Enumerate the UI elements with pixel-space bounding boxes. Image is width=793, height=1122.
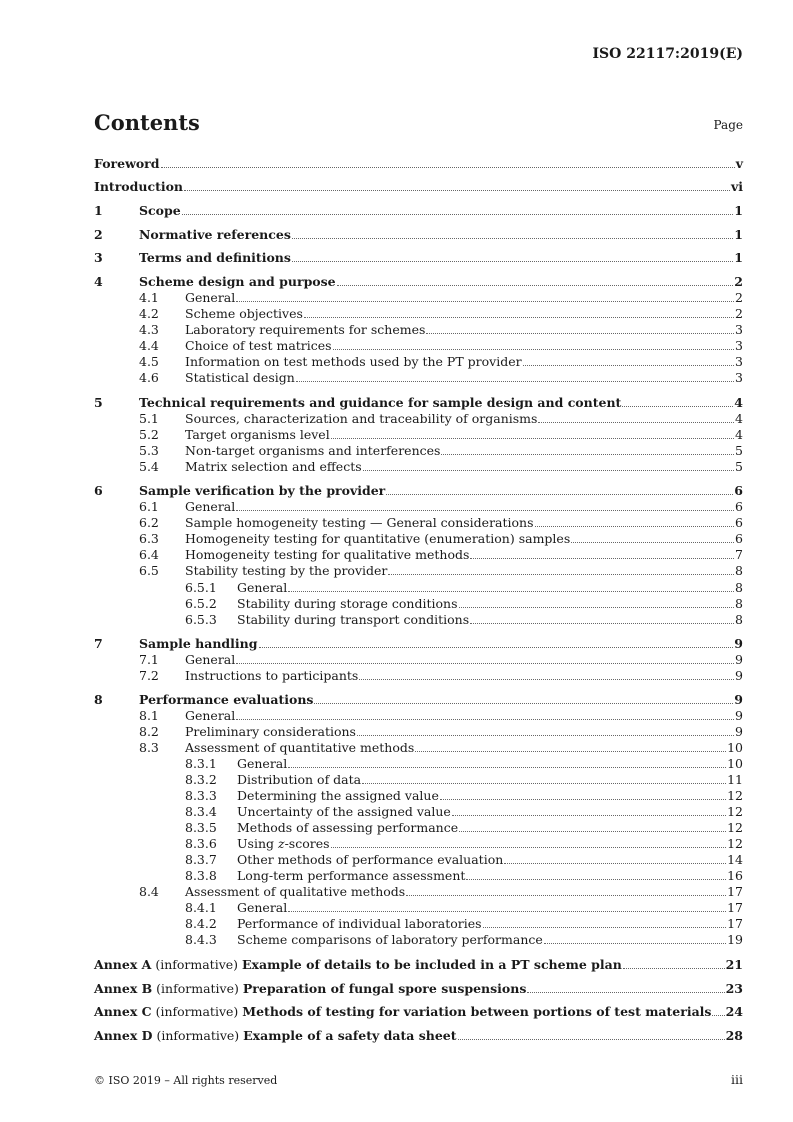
annex-title: Example of a safety data sheet bbox=[243, 1028, 457, 1043]
leader-dots bbox=[363, 470, 734, 471]
toc-number: 4.5 bbox=[139, 354, 159, 369]
toc-page: 12 bbox=[727, 836, 743, 851]
toc-page: 16 bbox=[727, 868, 743, 883]
toc-page: 6 bbox=[735, 531, 743, 546]
toc-page: 9 bbox=[735, 708, 743, 723]
toc-number: 5.3 bbox=[139, 443, 159, 458]
toc-number: 6.3 bbox=[139, 531, 159, 546]
toc-page: 6 bbox=[735, 499, 743, 514]
toc-entry-5-3[interactable] bbox=[94, 443, 743, 459]
toc-number: 4.2 bbox=[139, 306, 159, 321]
toc-page: 9 bbox=[735, 652, 743, 667]
toc-page: 2 bbox=[735, 290, 743, 305]
leader-dots bbox=[292, 238, 733, 239]
toc-entry-6-3[interactable] bbox=[94, 531, 743, 547]
toc-number: 8.3.1 bbox=[185, 756, 217, 771]
annex-title: Example of details to be included in a PT scheme plan bbox=[242, 957, 622, 972]
toc-number: 8.3.2 bbox=[185, 772, 217, 787]
toc-number: 3 bbox=[94, 250, 103, 265]
toc-entry-3[interactable] bbox=[94, 250, 743, 266]
leader-dots bbox=[504, 863, 726, 864]
toc-entry-4-4[interactable] bbox=[94, 338, 743, 354]
toc-page: 3 bbox=[735, 338, 743, 353]
toc-number: 4.6 bbox=[139, 370, 159, 385]
toc-page: 2 bbox=[734, 274, 743, 289]
toc-title: Long-term performance assessment bbox=[237, 868, 466, 883]
page-number: iii bbox=[731, 1072, 743, 1087]
toc-title: Assessment of quantitative methods bbox=[185, 740, 415, 755]
leader-dots bbox=[441, 454, 734, 455]
leader-dots bbox=[535, 526, 735, 527]
toc-page: 5 bbox=[735, 459, 743, 474]
toc-title: Instructions to participants bbox=[185, 668, 359, 683]
toc-entry-8-3[interactable] bbox=[94, 740, 743, 756]
leader-dots bbox=[544, 943, 726, 944]
toc-title: Normative references bbox=[139, 227, 291, 242]
leader-dots bbox=[314, 703, 733, 704]
annex-title: Methods of testing for variation between portions of test materials bbox=[242, 1004, 712, 1019]
toc-number: 8.4.3 bbox=[185, 932, 217, 947]
toc-number: 8.3.6 bbox=[185, 836, 217, 851]
leader-dots bbox=[523, 365, 734, 366]
toc-title: Scope bbox=[139, 203, 181, 218]
toc-page: 24 bbox=[725, 1004, 743, 1019]
copyright-notice: © ISO 2019 – All rights reserved bbox=[94, 1074, 278, 1087]
leader-dots bbox=[470, 558, 734, 559]
toc-entry-8-2[interactable] bbox=[94, 724, 743, 740]
toc-entry-8-3-8[interactable] bbox=[94, 868, 743, 884]
toc-page: 8 bbox=[735, 580, 743, 595]
toc-number: 4 bbox=[94, 274, 103, 289]
leader-dots bbox=[426, 333, 734, 334]
leader-dots bbox=[483, 927, 727, 928]
leader-dots bbox=[292, 261, 733, 262]
toc-title: Preliminary considerations bbox=[185, 724, 356, 739]
toc-title-suffix: -scores bbox=[284, 836, 330, 851]
toc-title: Non-target organisms and interferences bbox=[185, 443, 441, 458]
toc-title: Sample homogeneity testing — General considerations bbox=[185, 515, 534, 530]
toc-title: General bbox=[185, 652, 236, 667]
toc-entry-7-1[interactable] bbox=[94, 652, 743, 668]
toc-title: Methods of assessing performance bbox=[237, 820, 459, 835]
toc-number: 5 bbox=[94, 395, 103, 410]
leader-dots bbox=[538, 422, 734, 423]
toc-page: 4 bbox=[734, 395, 743, 410]
toc-entry-4[interactable] bbox=[94, 274, 743, 290]
toc-page: 3 bbox=[735, 322, 743, 337]
toc-title: General bbox=[185, 290, 236, 305]
leader-dots bbox=[296, 381, 734, 382]
toc-entry-1[interactable] bbox=[94, 203, 743, 219]
leader-dots bbox=[459, 607, 735, 608]
leader-dots bbox=[527, 992, 724, 993]
toc-number: 4.1 bbox=[139, 290, 159, 305]
toc-page: 12 bbox=[727, 804, 743, 819]
toc-number: 8.3 bbox=[139, 740, 159, 755]
toc-entry-8-4-3[interactable] bbox=[94, 932, 743, 948]
toc-entry-2[interactable] bbox=[94, 227, 743, 243]
toc-page: 4 bbox=[735, 427, 743, 442]
toc-entry-6-4[interactable] bbox=[94, 547, 743, 563]
toc-entry-4-6[interactable] bbox=[94, 370, 743, 386]
toc-entry-5-1[interactable] bbox=[94, 411, 743, 427]
leader-dots bbox=[470, 623, 734, 624]
leader-dots bbox=[452, 815, 726, 816]
toc-page: 21 bbox=[725, 957, 743, 972]
toc-page: 17 bbox=[727, 884, 743, 899]
toc-number: 8.3.5 bbox=[185, 820, 217, 835]
toc-number: 6.5 bbox=[139, 563, 159, 578]
toc-entry-foreword[interactable] bbox=[94, 156, 743, 172]
toc-page: 6 bbox=[734, 483, 743, 498]
toc-title: General bbox=[185, 499, 236, 514]
toc-entry-5[interactable] bbox=[94, 395, 743, 411]
leader-dots bbox=[236, 510, 734, 511]
leader-dots bbox=[459, 831, 726, 832]
page-title: Contents bbox=[94, 110, 200, 135]
toc-entry-introduction[interactable] bbox=[94, 179, 743, 195]
annex-label: Annex C bbox=[94, 1004, 152, 1019]
toc-page: 10 bbox=[727, 756, 743, 771]
toc-entry-8-4-1[interactable] bbox=[94, 900, 743, 916]
toc-page: 9 bbox=[734, 692, 743, 707]
toc-number: 8.4 bbox=[139, 884, 159, 899]
leader-dots bbox=[236, 663, 734, 664]
document-code: ISO 22117:2019(E) bbox=[592, 46, 743, 62]
leader-dots bbox=[182, 214, 734, 215]
toc-entry-7-2[interactable] bbox=[94, 668, 743, 684]
toc-title: Target organisms level bbox=[185, 427, 330, 442]
toc-title: Choice of test matrices bbox=[185, 338, 332, 353]
toc-entry-8-3-5[interactable] bbox=[94, 820, 743, 836]
toc-title: General bbox=[185, 708, 236, 723]
leader-dots bbox=[184, 190, 730, 191]
leader-dots bbox=[288, 767, 726, 768]
toc-page: 12 bbox=[727, 820, 743, 835]
toc-entry-8-4[interactable] bbox=[94, 884, 743, 900]
toc-entry-6-5-3[interactable] bbox=[94, 612, 743, 628]
leader-dots bbox=[362, 783, 726, 784]
toc-title: Statistical design bbox=[185, 370, 295, 385]
toc-title bbox=[94, 1028, 457, 1044]
toc-page: 17 bbox=[727, 916, 743, 931]
toc-page: 19 bbox=[727, 932, 743, 947]
toc-page: 23 bbox=[725, 981, 743, 996]
toc-number: 7.1 bbox=[139, 652, 159, 667]
toc-number: 8 bbox=[94, 692, 103, 707]
leader-dots bbox=[466, 879, 726, 880]
toc-page: v bbox=[735, 156, 743, 171]
toc-entry-8-3-2[interactable] bbox=[94, 772, 743, 788]
toc-title: General bbox=[237, 580, 288, 595]
toc-title-italic: z bbox=[277, 836, 285, 851]
toc-page: 2 bbox=[735, 306, 743, 321]
toc-title: Foreword bbox=[94, 156, 160, 171]
toc-title: General bbox=[237, 900, 288, 915]
leader-dots bbox=[331, 438, 734, 439]
toc-title: Sources, characterization and traceability of organisms bbox=[185, 411, 538, 426]
leader-dots bbox=[406, 895, 726, 896]
toc-title: Introduction bbox=[94, 179, 184, 194]
toc-entry-8-3-4[interactable] bbox=[94, 804, 743, 820]
toc-title: Sample handling bbox=[139, 636, 258, 651]
toc-entry-6-1[interactable] bbox=[94, 499, 743, 515]
toc-page: 5 bbox=[735, 443, 743, 458]
toc-page: 9 bbox=[735, 668, 743, 683]
leader-dots bbox=[236, 301, 734, 302]
toc-number: 4.3 bbox=[139, 322, 159, 337]
toc-entry-8-3-7[interactable] bbox=[94, 852, 743, 868]
leader-dots bbox=[386, 494, 733, 495]
toc-number: 8.3.8 bbox=[185, 868, 217, 883]
annex-note: (informative) bbox=[151, 957, 243, 972]
annex-label: Annex D bbox=[94, 1028, 153, 1043]
toc-page: 17 bbox=[727, 900, 743, 915]
toc-page: 11 bbox=[727, 772, 743, 787]
leader-dots bbox=[331, 847, 727, 848]
leader-dots bbox=[388, 574, 734, 575]
toc-title: Assessment of qualitative methods bbox=[185, 884, 406, 899]
toc-page: 8 bbox=[735, 563, 743, 578]
toc-number: 6 bbox=[94, 483, 103, 498]
toc-title: Terms and definitions bbox=[139, 250, 291, 265]
toc-entry-annex-d[interactable] bbox=[94, 1028, 743, 1044]
toc-entry-annex-a[interactable] bbox=[94, 957, 743, 973]
toc-entry-8[interactable] bbox=[94, 692, 743, 708]
toc-title: Matrix selection and effects bbox=[185, 459, 362, 474]
leader-dots bbox=[623, 968, 725, 969]
toc-entry-5-2[interactable] bbox=[94, 427, 743, 443]
annex-note: (informative) bbox=[151, 1004, 243, 1019]
leader-dots bbox=[571, 542, 734, 543]
toc-entry-4-1[interactable] bbox=[94, 290, 743, 306]
toc-number: 5.4 bbox=[139, 459, 159, 474]
toc-number: 8.3.3 bbox=[185, 788, 217, 803]
toc-page: 8 bbox=[735, 596, 743, 611]
toc-number: 8.2 bbox=[139, 724, 159, 739]
toc-entry-4-5[interactable] bbox=[94, 354, 743, 370]
toc-number: 6.4 bbox=[139, 547, 159, 562]
toc-number: 6.5.1 bbox=[185, 580, 217, 595]
leader-dots bbox=[440, 799, 726, 800]
toc-title bbox=[94, 957, 622, 973]
toc-title: Homogeneity testing for quantitative (enumeration) samples bbox=[185, 531, 571, 546]
toc-title: General bbox=[237, 756, 288, 771]
leader-dots bbox=[359, 679, 734, 680]
toc-title: Scheme objectives bbox=[185, 306, 303, 321]
toc-page: 7 bbox=[735, 547, 743, 562]
toc-entry-4-2[interactable] bbox=[94, 306, 743, 322]
toc-title: Performance of individual laboratories bbox=[237, 916, 482, 931]
toc-page: 1 bbox=[734, 227, 743, 242]
toc-number: 7 bbox=[94, 636, 103, 651]
toc-entry-8-4-2[interactable] bbox=[94, 916, 743, 932]
toc-entry-annex-c[interactable] bbox=[94, 1004, 743, 1020]
toc-title: Stability during storage conditions bbox=[237, 596, 458, 611]
toc-title: Scheme comparisons of laboratory performance bbox=[237, 932, 543, 947]
toc-entry-5-4[interactable] bbox=[94, 459, 743, 475]
annex-label: Annex A bbox=[94, 957, 152, 972]
toc-entry-6[interactable] bbox=[94, 483, 743, 499]
toc-title: Other methods of performance evaluation bbox=[237, 852, 504, 867]
toc-entry-6-5-2[interactable] bbox=[94, 596, 743, 612]
leader-dots bbox=[304, 317, 734, 318]
annex-title: Preparation of fungal spore suspensions bbox=[242, 981, 527, 996]
toc-page: 8 bbox=[735, 612, 743, 627]
leader-dots bbox=[712, 1015, 724, 1016]
toc-page: 3 bbox=[735, 370, 743, 385]
toc-title bbox=[94, 981, 526, 997]
leader-dots bbox=[236, 719, 734, 720]
toc-number: 8.3.7 bbox=[185, 852, 217, 867]
toc-number: 8.4.1 bbox=[185, 900, 217, 915]
annex-note: (informative) bbox=[152, 981, 243, 996]
toc-page: 3 bbox=[735, 354, 743, 369]
toc-entry-7[interactable] bbox=[94, 636, 743, 652]
toc-title: Determining the assigned value bbox=[237, 788, 439, 803]
toc-number: 1 bbox=[94, 203, 103, 218]
toc-number: 8.4.2 bbox=[185, 916, 217, 931]
leader-dots bbox=[161, 167, 735, 168]
toc-page: 14 bbox=[727, 852, 743, 867]
toc-title: Stability during transport conditions bbox=[237, 612, 470, 627]
toc-title-prefix: Using bbox=[237, 836, 278, 851]
toc-page: 6 bbox=[735, 515, 743, 530]
toc-page: 4 bbox=[735, 411, 743, 426]
page-column-label: Page bbox=[713, 118, 743, 132]
toc-number: 8.3.4 bbox=[185, 804, 217, 819]
toc-title: Homogeneity testing for qualitative methods bbox=[185, 547, 470, 562]
toc-number: 6.5.3 bbox=[185, 612, 217, 627]
toc-number: 6.1 bbox=[139, 499, 159, 514]
leader-dots bbox=[622, 406, 733, 407]
toc-title: Stability testing by the provider bbox=[185, 563, 388, 578]
toc-title bbox=[237, 836, 330, 852]
toc-entry-6-5-1[interactable] bbox=[94, 580, 743, 596]
toc-entry-8-3-6[interactable] bbox=[94, 836, 743, 852]
leader-dots bbox=[259, 647, 734, 648]
toc-number: 7.2 bbox=[139, 668, 159, 683]
toc-number: 2 bbox=[94, 227, 103, 242]
annex-label: Annex B bbox=[94, 981, 153, 996]
toc-title: Laboratory requirements for schemes bbox=[185, 322, 426, 337]
toc-entry-4-3[interactable] bbox=[94, 322, 743, 338]
toc-page: 9 bbox=[735, 724, 743, 739]
toc-number: 8.1 bbox=[139, 708, 159, 723]
toc-title: Technical requirements and guidance for sample design and content bbox=[139, 395, 622, 410]
toc-entry-6-5[interactable] bbox=[94, 563, 743, 579]
toc-entry-8-1[interactable] bbox=[94, 708, 743, 724]
leader-dots bbox=[288, 591, 734, 592]
toc-number: 5.2 bbox=[139, 427, 159, 442]
toc-entry-8-3-3[interactable] bbox=[94, 788, 743, 804]
toc-number: 5.1 bbox=[139, 411, 159, 426]
toc-page: 10 bbox=[727, 740, 743, 755]
toc-page: vi bbox=[730, 179, 743, 194]
toc-entry-8-3-1[interactable] bbox=[94, 756, 743, 772]
leader-dots bbox=[337, 285, 734, 286]
toc-title bbox=[94, 1004, 711, 1020]
toc-title: Information on test methods used by the PT provider bbox=[185, 354, 522, 369]
annex-note: (informative) bbox=[152, 1028, 244, 1043]
toc-title: Scheme design and purpose bbox=[139, 274, 336, 289]
toc-entry-6-2[interactable] bbox=[94, 515, 743, 531]
toc-title: Distribution of data bbox=[237, 772, 362, 787]
toc-number: 4.4 bbox=[139, 338, 159, 353]
toc-page: 1 bbox=[734, 203, 743, 218]
toc-title: Performance evaluations bbox=[139, 692, 314, 707]
toc-page: 12 bbox=[727, 788, 743, 803]
toc-title: Uncertainty of the assigned value bbox=[237, 804, 451, 819]
toc-entry-annex-b[interactable] bbox=[94, 981, 743, 997]
leader-dots bbox=[458, 1039, 725, 1040]
toc-number: 6.5.2 bbox=[185, 596, 217, 611]
toc-number: 6.2 bbox=[139, 515, 159, 530]
toc-page: 28 bbox=[725, 1028, 743, 1043]
toc-page: 1 bbox=[734, 250, 743, 265]
leader-dots bbox=[288, 911, 726, 912]
leader-dots bbox=[333, 349, 734, 350]
leader-dots bbox=[357, 735, 734, 736]
toc-page: 9 bbox=[734, 636, 743, 651]
leader-dots bbox=[415, 751, 726, 752]
toc-title: Sample verification by the provider bbox=[139, 483, 386, 498]
